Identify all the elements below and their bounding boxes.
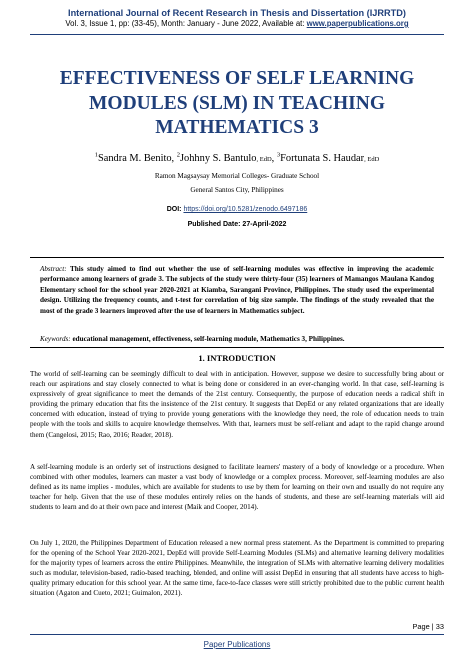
author-list xyxy=(0,152,474,164)
author-1: $^1$Sandra M. Benito, xyxy=(94,152,177,165)
author-3: $^3$Fortunata S. Haudar, EdD xyxy=(276,152,380,165)
journal-name: International Journal of Recent Research in Thesis and Dissertation (IJRRTD) xyxy=(68,8,406,18)
affiliation-city: General Santos City, Philippines xyxy=(190,186,284,194)
abstract-rule-bottom xyxy=(30,347,444,348)
doi: DOI: https://doi.org/10.5281/zenodo.6497186 xyxy=(166,206,308,213)
abstract-label: Abstract: xyxy=(40,265,67,273)
title-line-2: MODULES (SLM) IN TEACHING xyxy=(89,92,385,114)
page-number: Page | 33 xyxy=(412,622,444,631)
abstract-rule-top xyxy=(30,257,444,258)
footer-rule xyxy=(30,634,444,635)
publisher-footer[interactable]: Paper Publications xyxy=(203,640,271,649)
header-rule xyxy=(30,34,444,35)
title-line-1: EFFECTIVENESS OF SELF LEARNING xyxy=(59,68,415,89)
title-line-3: MATHEMATICS 3 xyxy=(155,117,319,138)
intro-paragraph-2: A self-learning module is an orderly set of instructions designed to facilitate learners' mastery of a body of knowledge or a procedure. When combined with other modules, learners can master a vast body of knowledge or a complex process. Moreover, self-learning modules are also defined as its name implies - modules, which are available for students to use by them for learning on their own and usually do not require any teacher for help. Given that the use of these modules entirely relies on the hands of students, and these are self-learning materials will aid students to learn and do at their own pace and interest (Maik and Cooper, 2014). xyxy=(30,463,444,512)
doi-link[interactable]: https://doi.org/10.5281/zenodo.6497186 xyxy=(183,206,308,213)
section-heading: 1. INTRODUCTION xyxy=(198,353,276,363)
website-link[interactable]: www.paperpublications.org xyxy=(306,19,409,28)
issue-text: Vol. 3, Issue 1, pp: (33-45), Month: January - June 2022, Available at: xyxy=(65,19,307,28)
intro-paragraph-3: On July 1, 2020, the Philippines Department of Education released a new normal press statement. As the Department is committed to preparing for the opening of the School Year 2020-2021, DepEd will provide Self-Learning Modules (SLMs) and alternative learning delivery modalities for the majority types of learners across the entire Philippines. Meanwhile, the integration of SLMs with alternative learning delivery modalities such as modular, television-based, radio-based teaching, blended, and online will assist DepEd in ensuring that all students have access to high-quality primary education for this school year. At the same time, face-to-face classes were still strictly prohibited due to the public current health situation (Agaton and Cueto, 2021; Guimalon, 2021). xyxy=(30,539,444,598)
keywords-label: Keywords: xyxy=(40,335,71,343)
published-date: Published Date: 27-April-2022 xyxy=(187,221,287,228)
issue-info xyxy=(0,19,474,28)
abstract xyxy=(40,264,434,316)
intro-paragraph-1: The world of self-learning can be seemingly difficult to deal with in anticipation. However, suppose we desire to successfully bring about or reach our aspirations and stay closely connected to what is being done or considered in an ever-changing world. In that case, self-learning is expressively of great significance to meet the demands of the 21st century. Consequently, the purpose of education needs a radical shift in providing the primary education that fits the insistence of the 21st century. It suggests that DepEd or any related organizations that are ideally concerned with education, instead of trying to provide young generations with the knowledge they need, the role of education needs to train people with the tools and skills to acquire knowledge themselves. With that, learners must be self-reliant and adapt to the rapid change around them (Cangelosi, 2015; Rao, 2016; Reader, 2018). xyxy=(30,370,444,439)
paper-title xyxy=(40,67,434,141)
keywords-text: educational management, effectiveness, self-learning module, Mathematics 3, Philippines. xyxy=(70,335,345,343)
keywords xyxy=(40,334,434,344)
affiliation-school: Ramon Magsaysay Memorial Colleges- Graduate School xyxy=(154,172,320,180)
abstract-text: This study aimed to find out whether the use of self-learning modules was effective in improving the academic performance among learners of grade 3. The subjects of the study were thirty-four (35) learners of Mamangos Maulana Kandog Elementary school for the school year 2020-2021 at Kiamba, Sarangani Province, Philippines. The study used the experimental design. Utilizing the frequency counts, and t-test for correlation of big size sample. The findings of the study revealed that the most of the grade 3 learners improved after the use of learners in Mathematics subject. xyxy=(40,265,434,315)
author-2: $^2$Johhny S. Bantulo, EdD, xyxy=(176,152,277,165)
